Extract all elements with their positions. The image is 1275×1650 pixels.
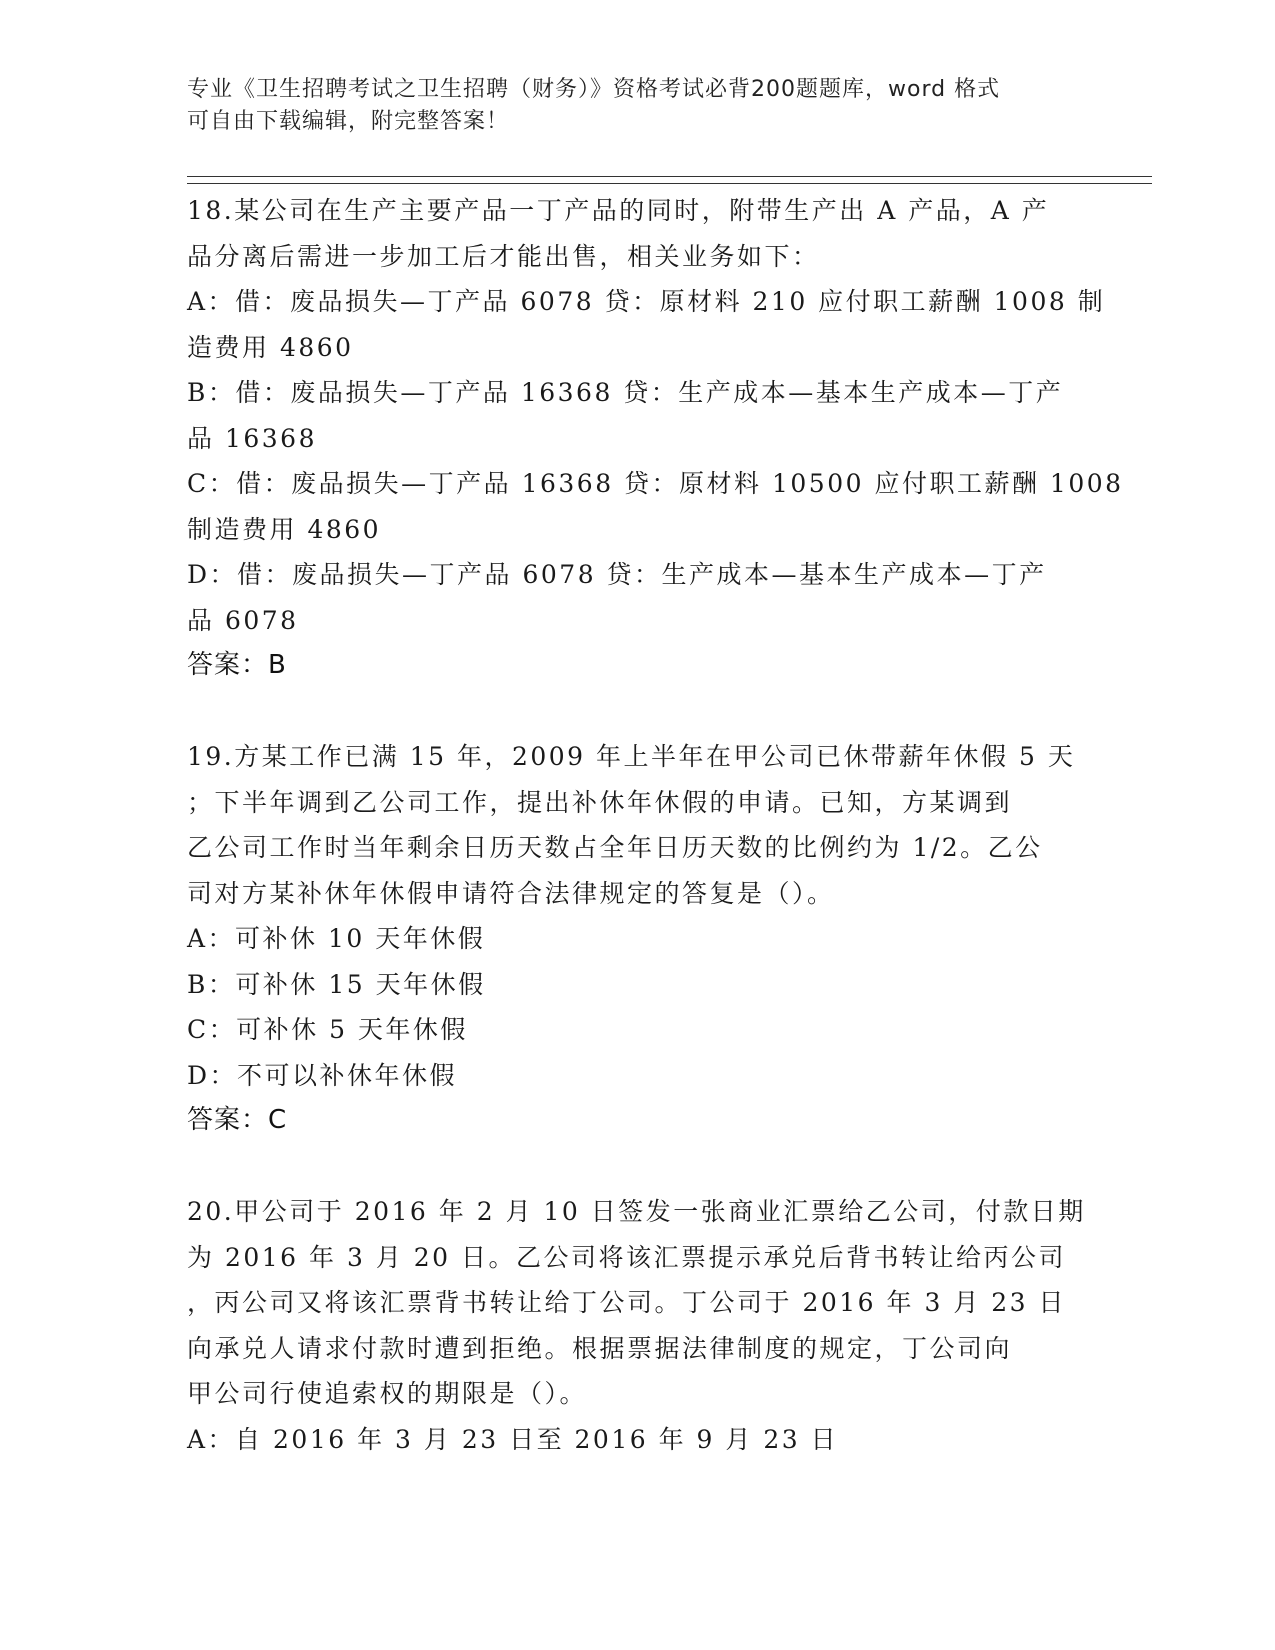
option-line: D：不可以补休年休假 (187, 1060, 458, 1090)
option-line: 品 6078 (187, 605, 299, 635)
header-line-1: 专业《卫生招聘考试之卫生招聘（财务）》资格考试必背200题题库，word 格式 (187, 77, 1001, 102)
spacer (187, 1144, 1087, 1190)
question-19 (187, 734, 1087, 1144)
spacer (187, 689, 1087, 735)
question-stem-line: ；下半年调到乙公司工作，提出补休年休假的申请。已知，方某调到 (187, 787, 1013, 817)
question-stem-line: 甲公司行使追索权的期限是（）。 (187, 1379, 588, 1408)
question-stem-line: 20.甲公司于 2016 年 2 月 10 日签发一张商业汇票给乙公司，付款日期 (187, 1197, 1086, 1226)
question-stem-line: 乙公司工作时当年剩余日历天数占全年日历天数的比例约为 1/2。乙公 (187, 833, 1043, 862)
answer-label: 答案：C (187, 1105, 288, 1135)
question-stem-line: 司对方某补休年休假申请符合法律规定的答复是（）。 (187, 878, 835, 908)
option-line: 品 16368 (187, 423, 317, 453)
question-20 (187, 1189, 1087, 1462)
question-stem-line: 品分离后需进一步加工后才能出售，相关业务如下： (187, 241, 820, 271)
question-stem-line: 19.方某工作已满 15 年，2009 年上半年在甲公司已休带薪年休假 5 天 (187, 742, 1076, 771)
question-18 (187, 188, 1124, 689)
option-line: C：借：废品损失—丁产品 16368 贷：原材料 10500 应付职工薪酬 1008 (187, 469, 1124, 498)
header-rule-bottom (187, 183, 1152, 184)
option-line: A：自 2016 年 3 月 23 日至 2016 年 9 月 23 日 (187, 1424, 839, 1454)
header-rule-top (187, 176, 1152, 177)
option-line: A：可补休 10 天年休假 (187, 924, 486, 953)
option-line: C：可补休 5 天年休假 (187, 1015, 468, 1044)
question-stem-line: 18.某公司在生产主要产品一丁产品的同时，附带生产出 A 产品，A 产 (187, 196, 1050, 225)
answer-label: 答案：B (187, 650, 287, 680)
option-line: 制造费用 4860 (187, 514, 382, 544)
question-stem-line: 向承兑人请求付款时遭到拒绝。根据票据法律制度的规定，丁公司向 (187, 1333, 1013, 1363)
option-line: D：借：废品损失—丁产品 6078 贷：生产成本—基本生产成本—丁产 (187, 560, 1047, 589)
option-line: A：借：废品损失—丁产品 6078 贷：原材料 210 应付职工薪酬 1008 制 (187, 287, 1106, 316)
question-stem-line: 为 2016 年 3 月 20 日。乙公司将该汇票提示承兑后背书转让给丙公司 (187, 1242, 1067, 1272)
option-line: B：借：废品损失—丁产品 16368 贷：生产成本—基本生产成本—丁产 (187, 378, 1064, 407)
document-header (187, 74, 1067, 138)
header-line-2: 可自由下载编辑，附完整答案！ (187, 109, 510, 134)
question-stem-line: ，丙公司又将该汇票背书转让给丁公司。丁公司于 2016 年 3 月 23 日 (187, 1288, 1067, 1317)
option-line: B：可补休 15 天年休假 (187, 969, 486, 999)
option-line: 造费用 4860 (187, 332, 354, 362)
question-list (187, 188, 1124, 1462)
